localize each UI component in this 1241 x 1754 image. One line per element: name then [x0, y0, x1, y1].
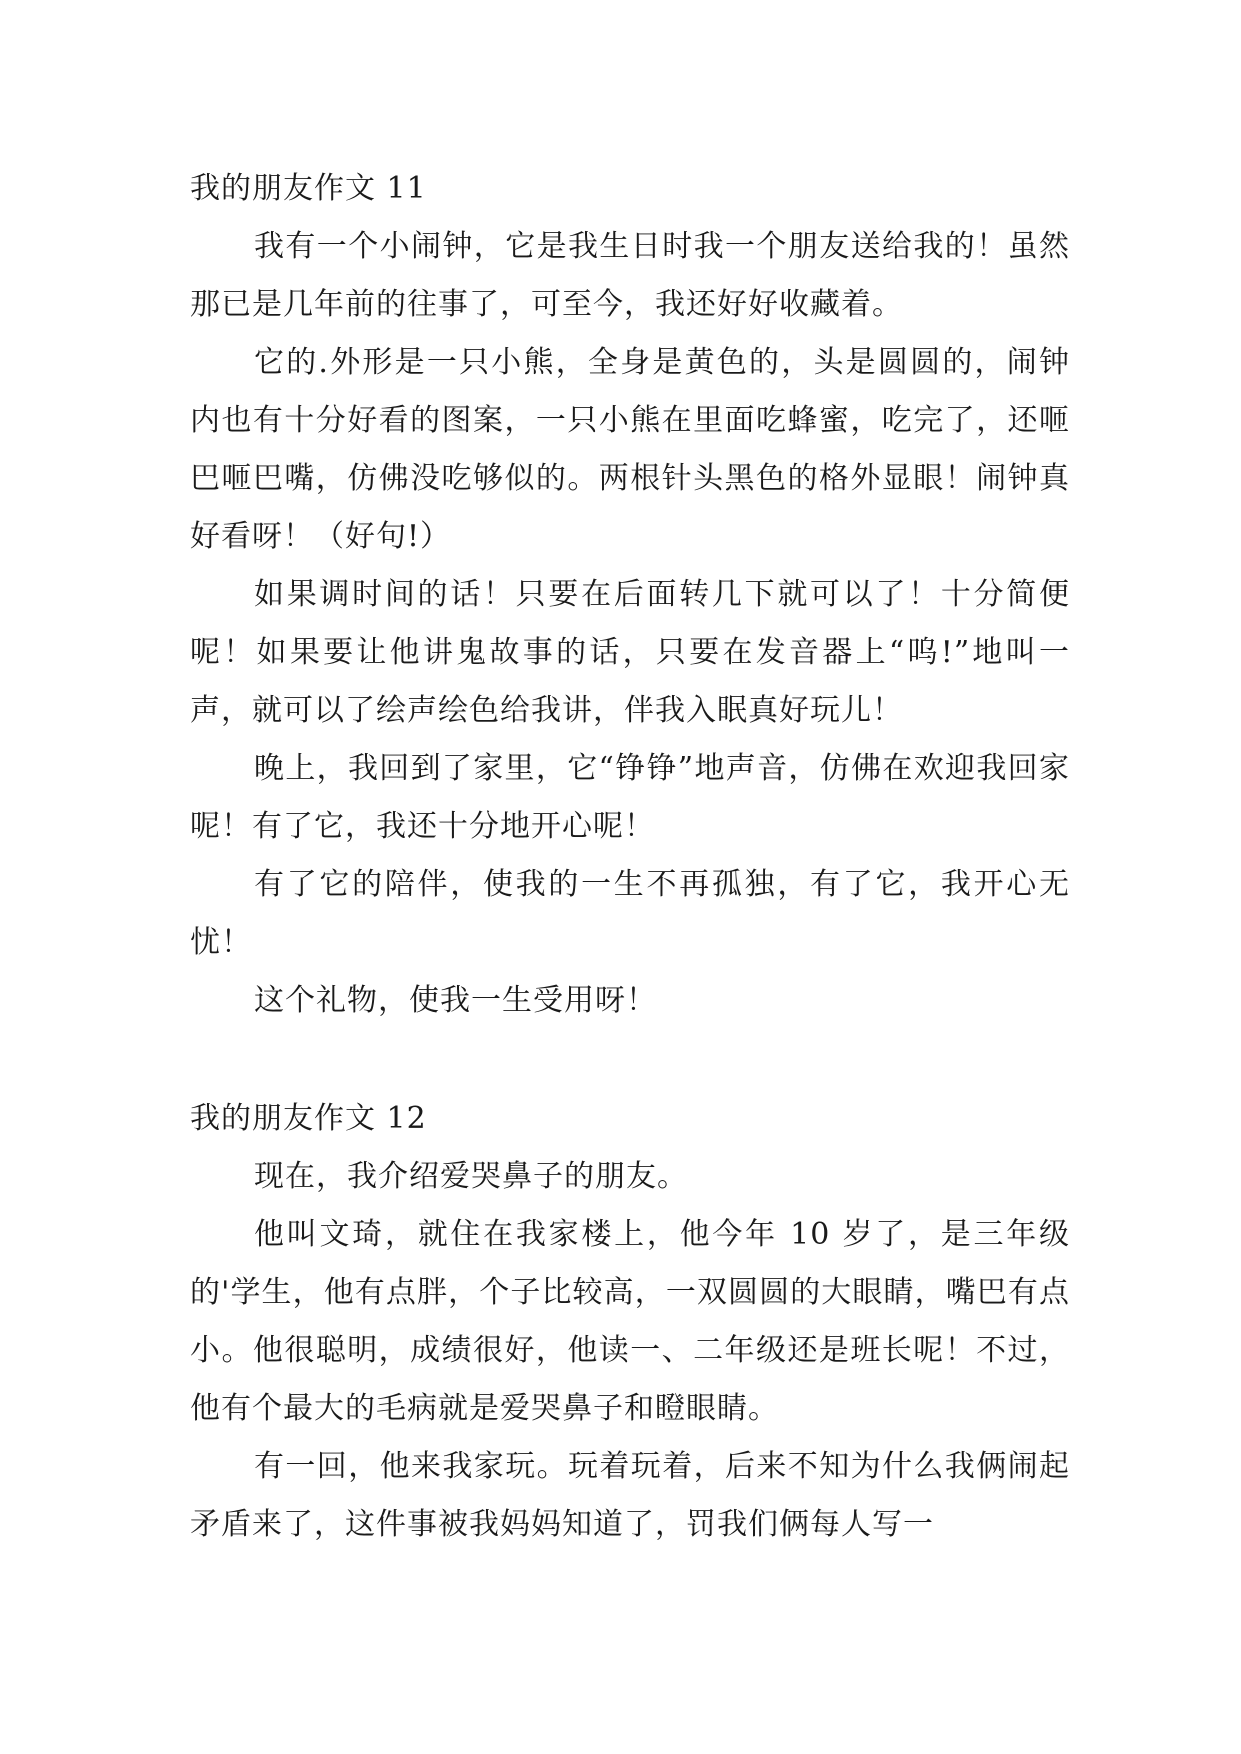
- paragraph: 他叫文琦，就住在我家楼上，他今年 10 岁了，是三年级的'学生，他有点胖，个子比较高，一双圆圆的大眼睛，嘴巴有点小。他很聪明，成绩很好，他读一、二年级还是班长呢！不过，他有个最大的毛病就是爱哭鼻子和瞪眼睛。: [190, 1217, 1070, 1426]
- essay-title: 我的朋友作文 12: [190, 1101, 427, 1136]
- essay-12: [190, 1090, 1070, 1554]
- paragraph: 现在，我介绍爱哭鼻子的朋友。: [254, 1159, 688, 1194]
- essay-title: 我的朋友作文 11: [190, 171, 427, 206]
- paragraph: 如果调时间的话！只要在后面转几下就可以了！十分简便呢！如果要让他讲鬼故事的话，只要在发音器上“呜!”地叫一声，就可以了绘声绘色给我讲，伴我入眠真好玩儿！: [190, 577, 1070, 728]
- paragraph: 晚上，我回到了家里，它“铮铮”地声音，仿佛在欢迎我回家呢！有了它，我还十分地开心呢！: [190, 751, 1070, 844]
- paragraph: 它的.外形是一只小熊，全身是黄色的，头是圆圆的，闹钟内也有十分好看的图案，一只小熊在里面吃蜂蜜，吃完了，还咂巴咂巴嘴，仿佛没吃够似的。两根针头黑色的格外显眼！闹钟真好看呀！（好句!）: [190, 345, 1070, 554]
- paragraph: 有了它的陪伴，使我的一生不再孤独，有了它，我开心无忧！: [190, 867, 1070, 960]
- paragraph: 这个礼物，使我一生受用呀！: [254, 983, 657, 1018]
- document-content: [190, 160, 1070, 1554]
- paragraph: 我有一个小闹钟，它是我生日时我一个朋友送给我的！虽然那已是几年前的往事了，可至今，我还好好收藏着。: [190, 229, 1070, 322]
- paragraph: 有一回，他来我家玩。玩着玩着，后来不知为什么我俩闹起矛盾来了，这件事被我妈妈知道了，罚我们俩每人写一: [190, 1449, 1070, 1542]
- essay-11: [190, 160, 1070, 1030]
